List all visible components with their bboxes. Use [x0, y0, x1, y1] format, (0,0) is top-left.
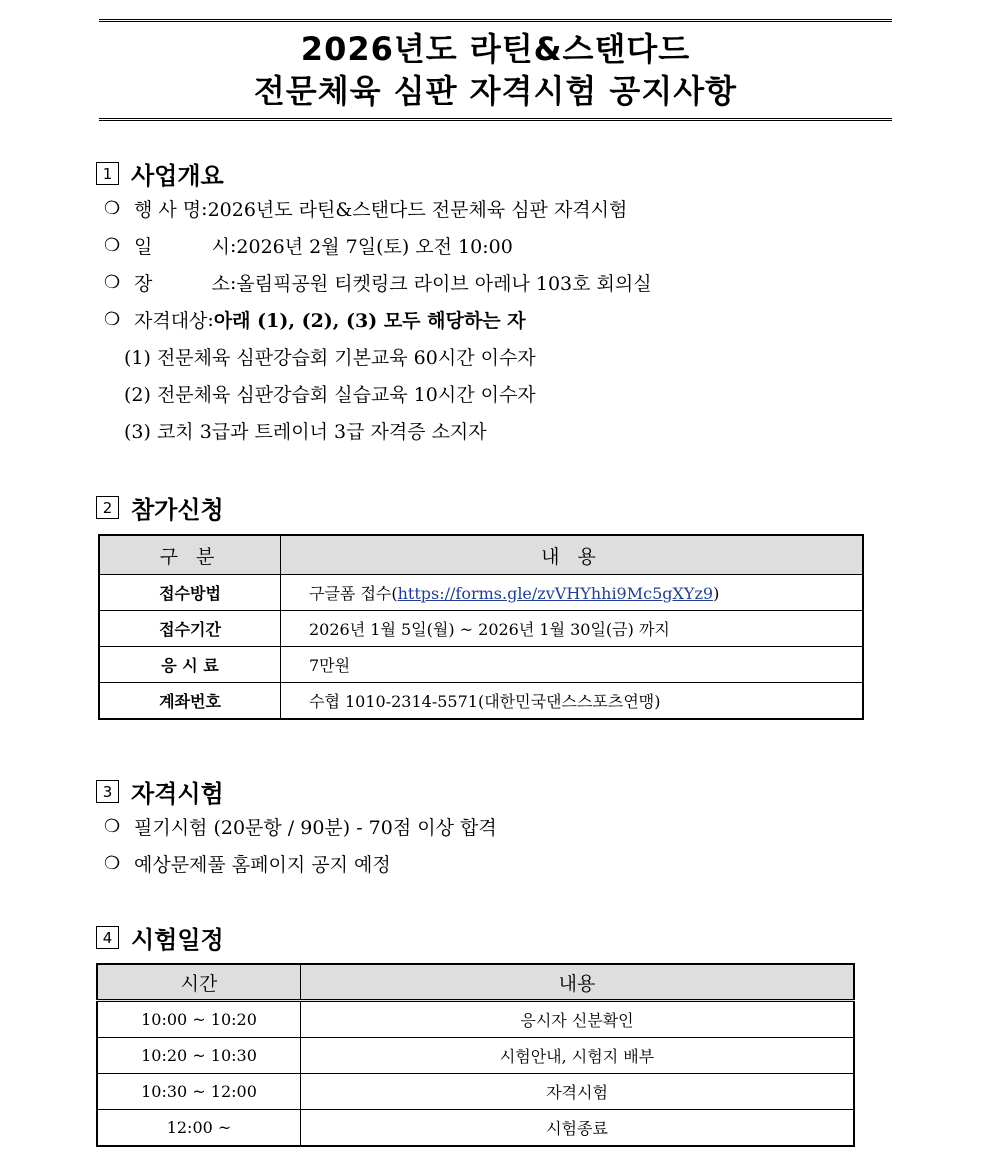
- value-prefix: 구글폼 접수(: [309, 584, 398, 603]
- table-row: [97, 1110, 854, 1147]
- section-2-heading: [96, 490, 224, 525]
- row-value: 수협 1010-2314-5571(대한민국댄스스포츠연맹): [281, 683, 864, 720]
- section-3-heading: [96, 774, 224, 809]
- item-separator: :: [230, 271, 237, 294]
- item-text: 필기시험 (20문항 / 90분) - 70점 이상 합격: [134, 817, 497, 839]
- schedule-content: 시험종료: [301, 1110, 855, 1147]
- row-value: 7만원: [281, 647, 864, 683]
- section-title: 사업개요: [131, 162, 224, 190]
- value-suffix: ): [713, 584, 720, 603]
- overview-item-event-name: [104, 195, 627, 222]
- overview-item-venue: [104, 269, 652, 296]
- eligibility-sub-item-1: (1) 전문체육 심판강습회 기본교육 60시간 이수자: [124, 347, 536, 369]
- circle-bullet-icon: ❍: [104, 853, 121, 874]
- row-value: [281, 575, 864, 611]
- section-title: 참가신청: [131, 496, 224, 524]
- item-value: 2026년 2월 7일(토) 오전 10:00: [236, 236, 513, 258]
- item-value: 올림픽공원 티켓링크 라이브 아레나 103호 회의실: [236, 273, 652, 295]
- title-line-1: 2026년도 라틴&스탠다드: [300, 30, 691, 68]
- google-form-link[interactable]: https://forms.gle/zvVHYhhi9Mc5gXYz9: [397, 584, 714, 603]
- circle-bullet-icon: ❍: [104, 309, 121, 330]
- row-key: 접수기간: [99, 611, 281, 647]
- overview-item-datetime: [104, 232, 513, 259]
- column-header: 내용: [301, 964, 855, 1001]
- schedule-time: 10:00 ~ 10:20: [97, 1001, 301, 1038]
- item-label: [134, 269, 230, 296]
- column-header: 구 분: [99, 535, 281, 575]
- item-separator: :: [207, 308, 214, 331]
- overview-item-eligibility: [104, 306, 526, 333]
- item-label-part: 일: [134, 236, 153, 258]
- section-title: 자격시험: [131, 780, 224, 808]
- schedule-table: [96, 963, 855, 1147]
- item-label: 자격대상: [134, 310, 208, 332]
- item-value: 아래 (1), (2), (3) 모두 해당하는 자: [213, 310, 526, 332]
- item-text: 예상문제풀 홈페이지 공지 예정: [134, 854, 391, 876]
- section-number-box: 2: [96, 496, 119, 519]
- column-header: 내 용: [281, 535, 864, 575]
- exam-item-written-test: [104, 813, 497, 840]
- row-key: 계좌번호: [99, 683, 281, 720]
- schedule-content: 응시자 신분확인: [301, 1001, 855, 1038]
- item-label-part: 시: [211, 236, 230, 258]
- section-number-box: 4: [96, 926, 119, 949]
- bottom-rule: [99, 118, 892, 121]
- item-label-part: 소: [211, 273, 230, 295]
- row-key: 응 시 료: [99, 647, 281, 683]
- eligibility-sub-item-2: (2) 전문체육 심판강습회 실습교육 10시간 이수자: [124, 384, 536, 406]
- exam-item-question-pool: [104, 850, 391, 877]
- table-row: [99, 611, 863, 647]
- table-row: [99, 647, 863, 683]
- section-number-box: 1: [96, 162, 119, 185]
- schedule-time: 10:20 ~ 10:30: [97, 1038, 301, 1074]
- section-number-box: 3: [96, 780, 119, 803]
- schedule-content: 자격시험: [301, 1074, 855, 1110]
- section-1-heading: [96, 156, 224, 191]
- section-title: 시험일정: [131, 926, 224, 954]
- item-label-part: 장: [134, 273, 153, 295]
- title-line-2: 전문체육 심판 자격시험 공지사항: [253, 72, 738, 110]
- item-separator: :: [201, 197, 208, 220]
- row-key: 접수방법: [99, 575, 281, 611]
- schedule-time: 10:30 ~ 12:00: [97, 1074, 301, 1110]
- table-row: [99, 683, 863, 720]
- item-value: 2026년도 라틴&스탠다드 전문체육 심판 자격시험: [207, 199, 628, 221]
- table-header-row: [99, 535, 863, 575]
- table-row: [97, 1038, 854, 1074]
- circle-bullet-icon: ❍: [104, 272, 121, 293]
- circle-bullet-icon: ❍: [104, 235, 121, 256]
- schedule-time: 12:00 ~: [97, 1110, 301, 1147]
- circle-bullet-icon: ❍: [104, 816, 121, 837]
- item-separator: :: [230, 234, 237, 257]
- column-header: 시간: [97, 964, 301, 1001]
- row-value: 2026년 1월 5일(월) ~ 2026년 1월 30일(금) 까지: [281, 611, 864, 647]
- table-row: [97, 1074, 854, 1110]
- top-rule: [99, 19, 892, 22]
- table-header-row: [97, 964, 854, 1001]
- item-label: 행 사 명: [134, 199, 202, 221]
- item-label: [134, 232, 230, 259]
- section-4-heading: [96, 920, 224, 955]
- eligibility-sub-item-3: (3) 코치 3급과 트레이너 3급 자격증 소지자: [124, 421, 487, 443]
- circle-bullet-icon: ❍: [104, 198, 121, 219]
- table-row: [99, 575, 863, 611]
- table-row: [97, 1001, 854, 1038]
- schedule-content: 시험안내, 시험지 배부: [301, 1038, 855, 1074]
- application-table: [98, 534, 864, 720]
- document-header: [99, 19, 892, 121]
